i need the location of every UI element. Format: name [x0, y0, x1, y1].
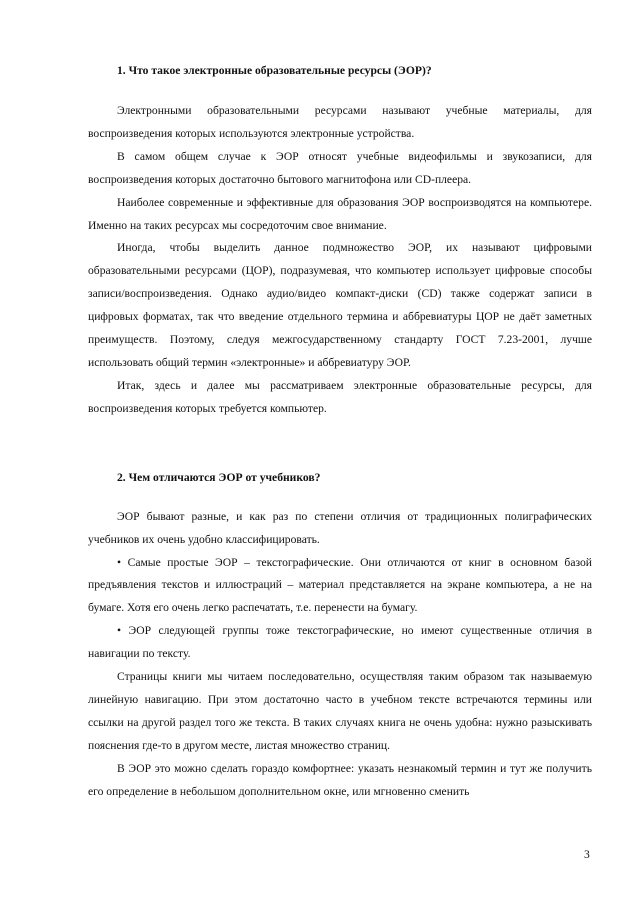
section-1-heading: 1. Что такое электронные образовательные ресурсы (ЭОР)?: [117, 64, 432, 77]
section-2-paragraph-1: ЭОР бывают разные, и как раз по степени отличия от традиционных полиграфических учебников их очень удобно классифицировать.: [88, 509, 592, 546]
section-2-bullet-1: • Самые простые ЭОР – текстографические. Они отличаются от книг в основном базой предъявления текстов и иллюстраций – материал представляется на экране компьютера, а не на бумаге. Хотя его очень легко распечатать, т.е. перенести на бумагу.: [88, 555, 592, 615]
section-2-paragraph-5: В ЭОР это можно сделать гораздо комфортнее: указать незнакомый термин и тут же получить его определение в небольшом дополнительном окне, или мгновенно сменить: [88, 761, 592, 798]
section-1-paragraph-5: Итак, здесь и далее мы рассматриваем электронные образовательные ресурсы, для воспроизведения которых требуется компьютер.: [88, 378, 592, 415]
section-2-paragraph-4: Страницы книги мы читаем последовательно, осуществляя таким образом так называемую линейную навигацию. При этом достаточно часто в учебном тексте встречаются термины или ссылки на другой раздел того же текста. В таких случаях книга не очень удобна: нужно разыскивать пояснения где-то в другом месте, листая множество страниц.: [88, 670, 592, 752]
section-2-bullet-2: • ЭОР следующей группы тоже текстографические, но имеют существенные отличия в навигации по тексту.: [88, 624, 592, 661]
section-1-paragraph-2: В самом общем случае к ЭОР относят учебные видеофильмы и звукозаписи, для воспроизведения которых достаточно бытового магнитофона или CD-плеера.: [88, 149, 592, 186]
page-number: 3: [584, 848, 590, 861]
section-1-paragraph-3: Наиболее современные и эффективные для образования ЭОР воспроизводятся на компьютере. Именно на таких ресурсах мы сосредоточим свое внимание.: [88, 195, 592, 232]
section-2-heading: 2. Чем отличаются ЭОР от учебников?: [117, 470, 321, 484]
section-1-paragraph-4: Иногда, чтобы выделить данное подмножество ЭОР, их называют цифровыми образовательными ресурсами (ЦОР), подразумевая, что компьютер использует цифровые способы записи/воспроизведения. Однако аудио/видео компакт-диски (CD) также содержат записи в цифровых форматах, так что введение отдельного термина и аббревиатуры ЦОР не даёт заметных преимуществ. Поэтому, следуя межгосударственному стандарту ГОСТ 7.23-2001, лучше использовать общий термин «электронные» и аббревиатуру ЭОР.: [88, 241, 592, 369]
section-1-paragraph-1: Электронными образовательными ресурсами называют учебные материалы, для воспроизведения которых используются электронные устройства.: [88, 104, 592, 140]
document-page: [88, 60, 592, 803]
